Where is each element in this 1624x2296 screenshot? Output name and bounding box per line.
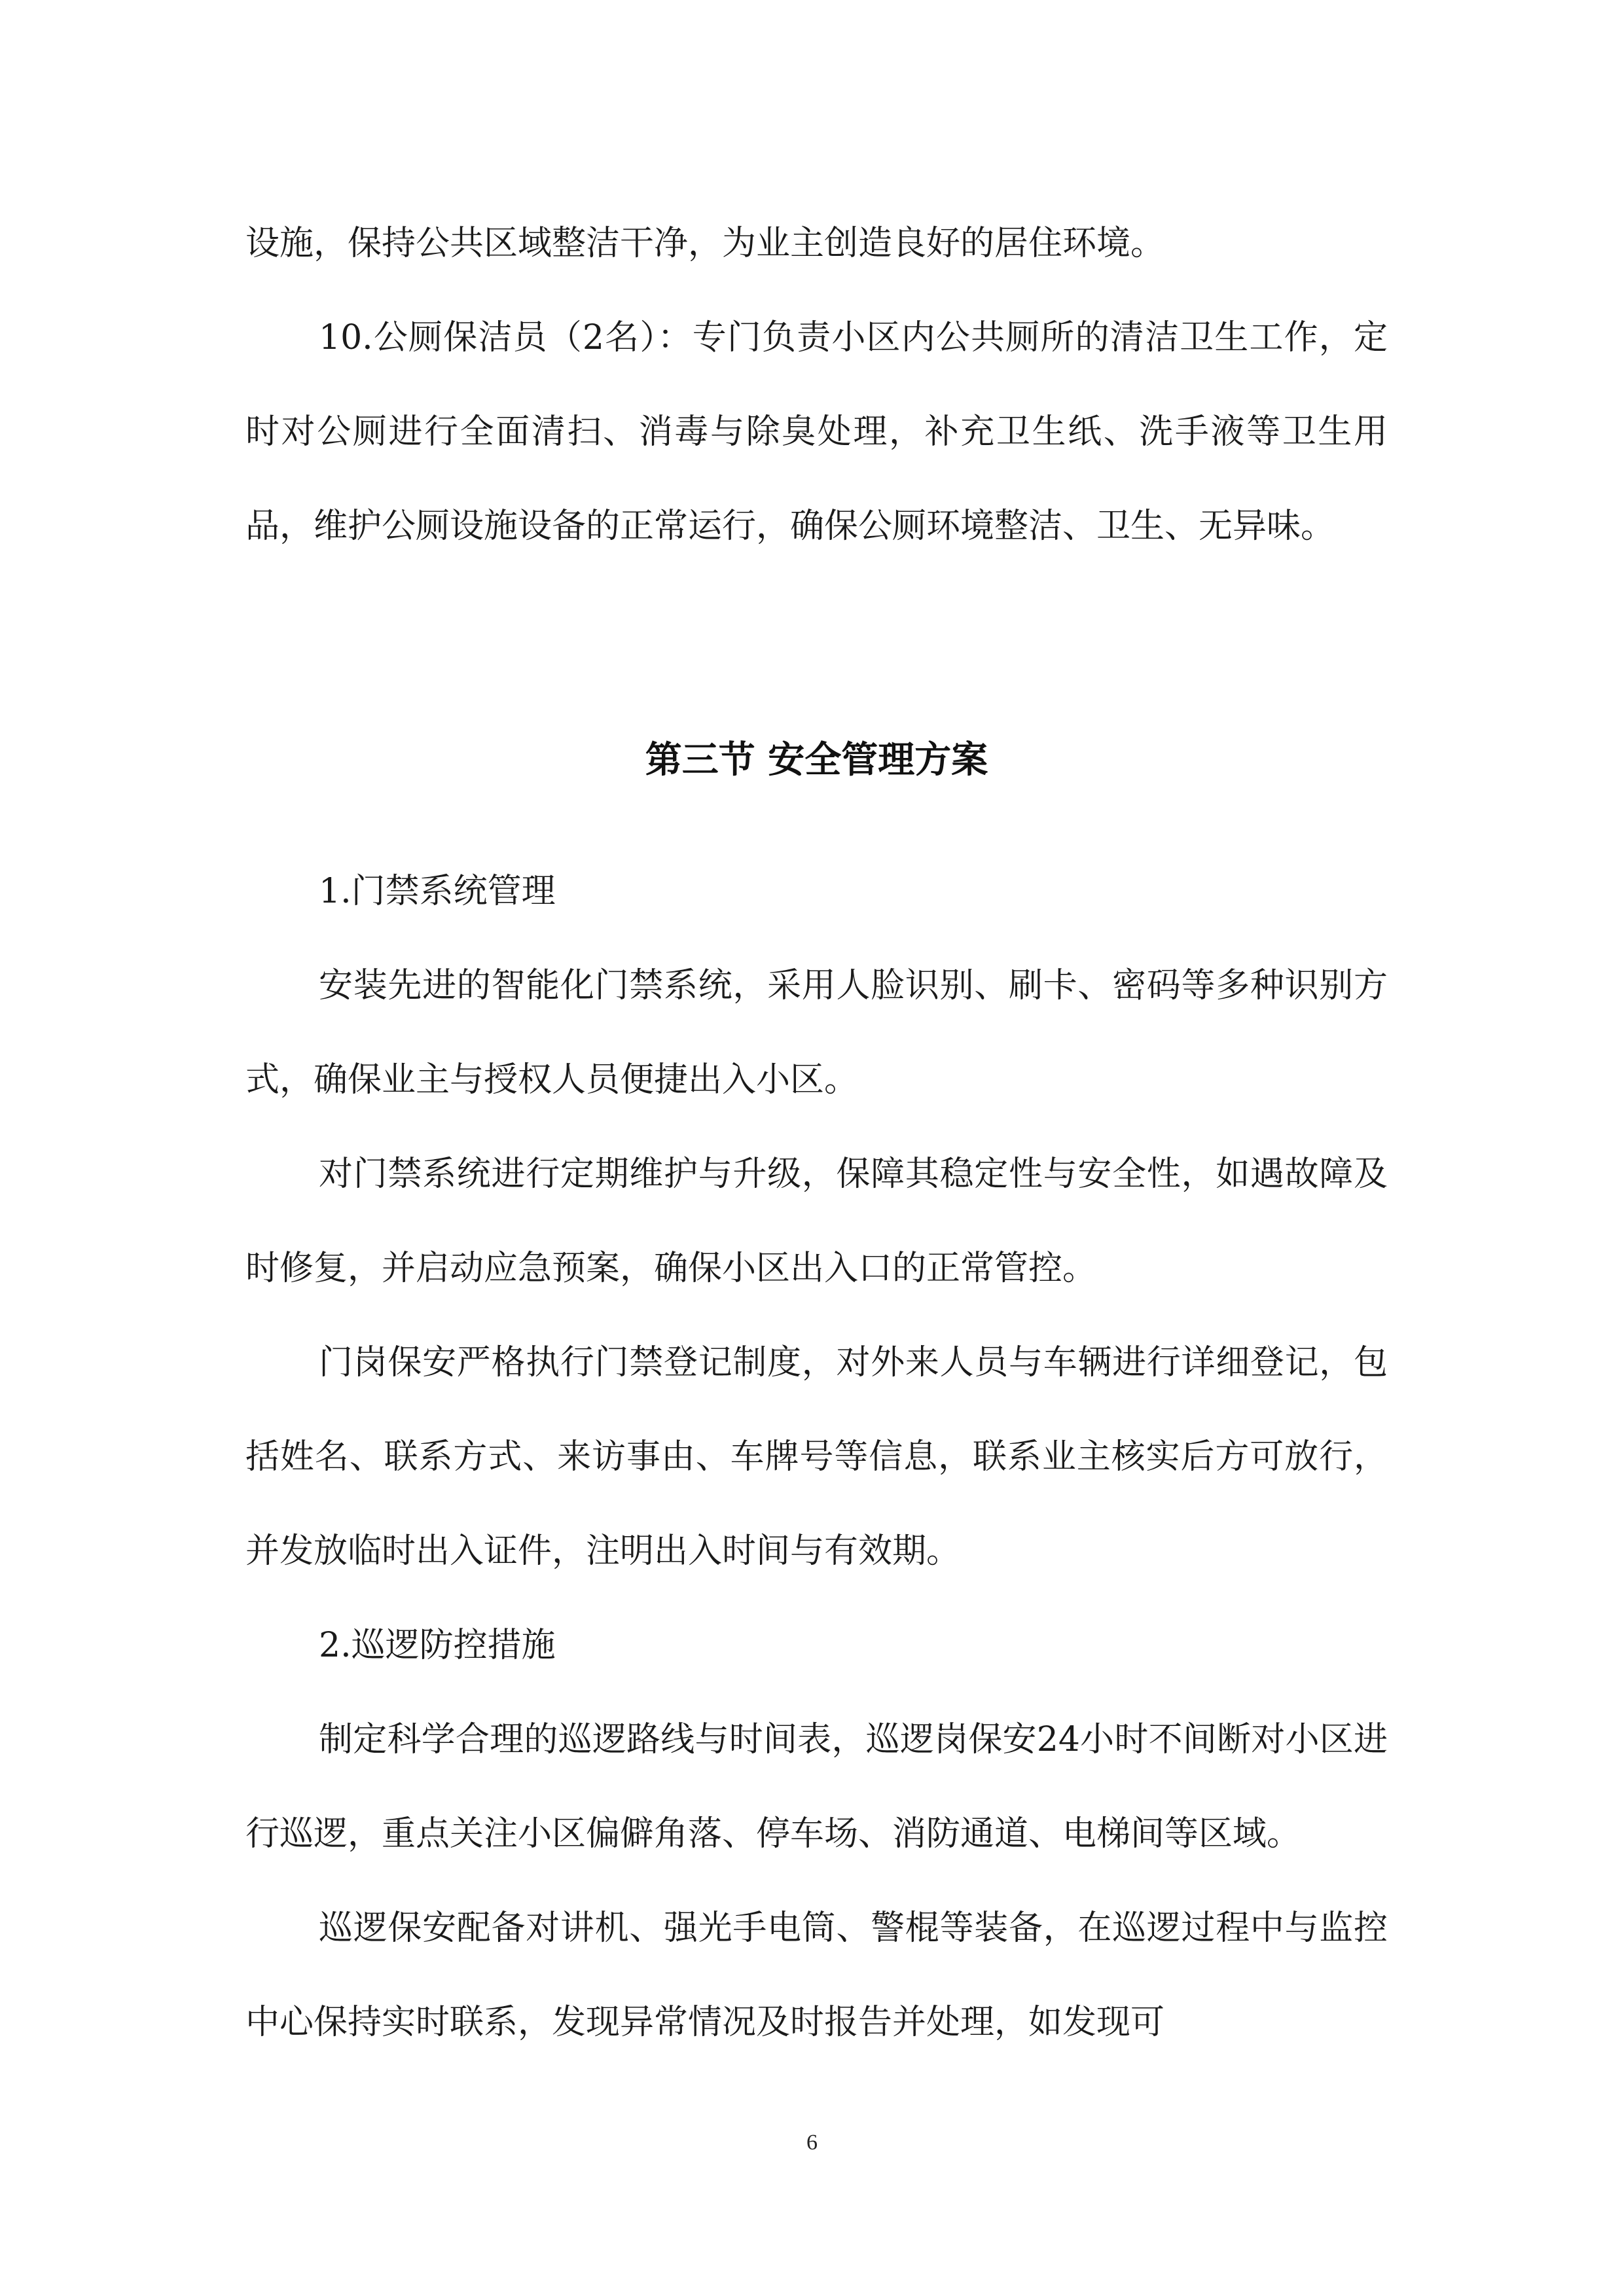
page-number: 6	[806, 2130, 818, 2155]
paragraph-toilet-cleaner: 10.公厕保洁员（2名）：专门负责小区内公共厕所的清洁卫生工作，定时对公厕进行全面清扫、消毒与除臭处理，补充卫生纸、洗手液等卫生用品，维护公厕设施设备的正常运行，确保公厕环境整洁、卫生、无异味。	[245, 318, 1388, 546]
intro-text-block	[245, 196, 1388, 573]
paragraph-patrol-equipment: 巡逻保安配备对讲机、强光手电筒、警棍等装备，在巡逻过程中与监控中心保持实时联系，发现异常情况及时报告并处理，如发现可	[245, 1909, 1388, 2042]
subheading-patrol: 2.巡逻防控措施	[319, 1626, 556, 1665]
paragraph-access-maintenance: 对门禁系统进行定期维护与升级，保障其稳定性与安全性，如遇故障及时修复，并启动应急预案，确保小区出入口的正常管控。	[245, 1155, 1388, 1288]
paragraph-access-system: 安装先进的智能化门禁系统，采用人脸识别、刷卡、密码等多种识别方式，确保业主与授权人员便捷出入小区。	[245, 966, 1388, 1100]
paragraph-continuation: 设施，保持公共区域整洁干净，为业主创造良好的居住环境。	[245, 224, 1165, 263]
subheading-access-control: 1.门禁系统管理	[319, 872, 556, 911]
paragraph-patrol-routes: 制定科学合理的巡逻路线与时间表，巡逻岗保安24小时不间断对小区进行巡逻，重点关注小区偏僻角落、停车场、消防通道、电梯间等区域。	[245, 1720, 1388, 1854]
paragraph-access-registration: 门岗保安严格执行门禁登记制度，对外来人员与车辆进行详细登记，包括姓名、联系方式、来访事由、车牌号等信息，联系业主核实后方可放行，并发放临时出入证件，注明出入时间与有效期。	[245, 1343, 1388, 1571]
body-text-block	[245, 844, 1388, 2070]
section-title: 第三节 安全管理方案	[645, 739, 988, 781]
